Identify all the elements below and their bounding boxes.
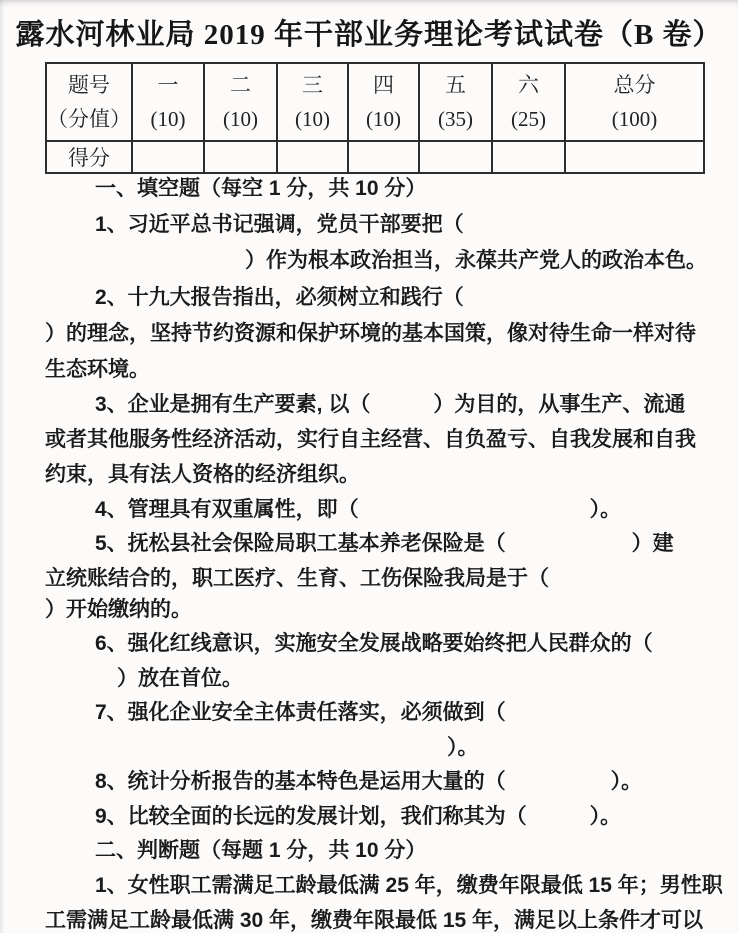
column-points: (100) bbox=[611, 107, 658, 131]
tf-question-1-continuation: 工需满足工龄最低满 30 年，缴费年限最低 15 年，满足以上条件才可以 bbox=[45, 909, 704, 932]
question-2-continuation: ）的理念，坚持节约资源和保护环境的基本国策，像对待生命一样对待 bbox=[45, 322, 696, 345]
question-3-continuation: 约束，具有法人资格的经济组织。 bbox=[45, 463, 360, 486]
column-points: (25) bbox=[511, 107, 546, 131]
points-label: （分值） bbox=[47, 107, 131, 131]
question-2-continuation: 生态环境。 bbox=[45, 358, 150, 381]
column-header-cell bbox=[204, 63, 277, 141]
column-label: 三 bbox=[302, 73, 323, 97]
score-row-label-cell: 得分 bbox=[46, 141, 132, 173]
question-6-line: 6、强化红线意识，实施安全发展战略要始终把人民群众的（ bbox=[95, 632, 653, 655]
score-cell-empty bbox=[348, 141, 419, 173]
question-1-line: 1、习近平总书记强调，党员干部要把（ bbox=[95, 213, 464, 236]
section-heading-true-false: 二、判断题（每题 1 分，共 10 分） bbox=[95, 839, 427, 862]
score-cell-empty bbox=[419, 141, 492, 173]
question-5-continuation: 立统账结合的，职工医疗、生育、工伤保险我局是于（ bbox=[45, 567, 549, 590]
column-header-cell bbox=[419, 63, 492, 141]
column-points: (10) bbox=[295, 107, 330, 131]
column-label: 总分 bbox=[613, 73, 656, 97]
question-9-line: 9、比较全面的长远的发展计划，我们称其为（ ）。 bbox=[95, 805, 622, 828]
column-label: 四 bbox=[373, 73, 394, 97]
score-cell-empty bbox=[277, 141, 348, 173]
column-header-cell bbox=[348, 63, 419, 141]
question-5-line: 5、抚松县社会保险局职工基本养老保险是（ ）建 bbox=[95, 532, 674, 555]
column-points: (10) bbox=[366, 107, 401, 131]
page-title: 露水河林业局 2019 年干部业务理论考试试卷（B 卷） bbox=[15, 19, 723, 51]
question-number-header-cell bbox=[46, 63, 132, 141]
score-cell-empty bbox=[492, 141, 565, 173]
column-label: 二 bbox=[230, 73, 251, 97]
question-4-line: 4、管理具有双重属性，即（ ）。 bbox=[95, 498, 622, 521]
score-cell-empty bbox=[204, 141, 277, 173]
score-cell-empty bbox=[132, 141, 204, 173]
score-table-header-row bbox=[46, 63, 704, 141]
column-points: (35) bbox=[438, 107, 473, 131]
column-label: 一 bbox=[157, 73, 179, 97]
question-7-continuation: ）。 bbox=[447, 736, 479, 759]
question-8-line: 8、统计分析报告的基本特色是运用大量的（ ）。 bbox=[95, 770, 643, 793]
column-header-cell bbox=[132, 63, 204, 141]
question-3-continuation: 或者其他服务性经济活动，实行自主经营、自负盈亏、自我发展和自我 bbox=[45, 428, 696, 451]
column-header-cell bbox=[492, 63, 565, 141]
column-label: 五 bbox=[445, 73, 466, 97]
question-1-continuation: ）作为根本政治担当，永葆共产党人的政治本色。 bbox=[245, 249, 707, 272]
question-6-continuation: ）放在首位。 bbox=[117, 667, 243, 690]
tf-question-1-line: 1、女性职工需满足工龄最低满 25 年，缴费年限最低 15 年；男性职 bbox=[95, 874, 723, 897]
section-heading-fill-in-blanks: 一、填空题（每空 1 分，共 10 分） bbox=[95, 177, 427, 200]
question-number-label: 题号 bbox=[68, 73, 110, 97]
column-points: (10) bbox=[150, 107, 186, 131]
question-2-line: 2、十九大报告指出，必须树立和践行（ bbox=[95, 286, 464, 309]
score-table bbox=[45, 62, 705, 174]
score-cell-empty bbox=[565, 141, 704, 173]
question-7-line: 7、强化企业安全主体责任落实，必须做到（ bbox=[95, 701, 506, 724]
column-points: (10) bbox=[223, 107, 258, 131]
score-table-score-row bbox=[46, 141, 704, 173]
column-header-cell bbox=[277, 63, 348, 141]
column-label: 六 bbox=[518, 73, 539, 97]
total-score-header-cell bbox=[565, 63, 704, 141]
question-3-line: 3、企业是拥有生产要素, 以（ ）为目的，从事生产、流通 bbox=[95, 393, 686, 416]
question-5-continuation: ）开始缴纳的。 bbox=[45, 598, 192, 621]
